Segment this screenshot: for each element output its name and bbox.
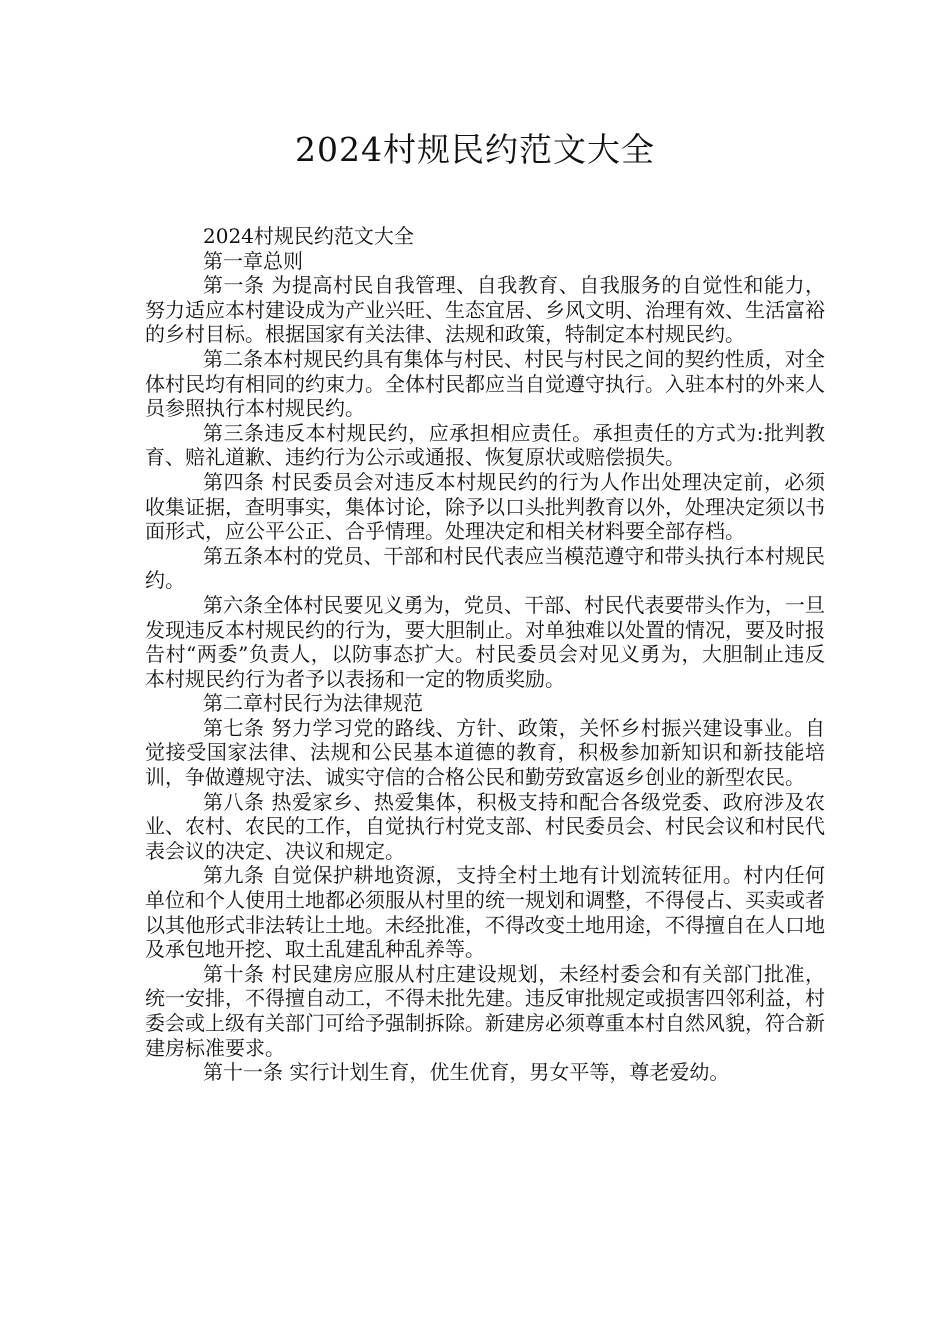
chapter-heading: 第一章总则 xyxy=(203,248,303,273)
article-paragraph: 第八条 热爱家乡、热爱集体，积极支持和配合各级党委、政府涉及农业、农村、农民的工作，自觉执行村党支部、村民委员会、村民会议和村民代表会议的决定、决议和规定。 xyxy=(145,789,825,863)
article-paragraph: 第六条全体村民要见义勇为，党员、干部、村民代表要带头作为，一旦发现违反本村规民约的行为，要大胆制止。对单独难以处置的情况，要及时报告村“两委”负责人，以防事态扩大。村民委员会对见义勇为，大胆制止违反本村规民约行为者予以表扬和一定的物质奖励。 xyxy=(145,592,825,691)
article-paragraph: 第二条本村规民约具有集体与村民、村民与村民之间的契约性质，对全体村民均有相同的约束力。全体村民都应当自觉遵守执行。入驻本村的外来人员参照执行本村规民约。 xyxy=(145,346,825,421)
article-paragraph: 第五条本村的党员、干部和村民代表应当模范遵守和带头执行本村规民约。 xyxy=(145,543,825,593)
article-paragraph: 第四条 村民委员会对违反本村规民约的行为人作出处理决定前，必须收集证据，查明事实，集体讨论，除予以口头批判教育以外，处理决定须以书面形式，应公平公正、合乎情理。处理决定和相关材料要全部存档。 xyxy=(145,469,825,544)
document-body xyxy=(145,224,825,1085)
document-title: 2024村规民约范文大全 xyxy=(295,130,655,169)
paragraph-heading: 2024村规民约范文大全 xyxy=(203,224,414,248)
article-paragraph: 第十条 村民建房应服从村庄建设规划，未经村委会和有关部门批准，统一安排，不得擅自动工，不得未批先建。违反审批规定或损害四邻利益，村委会或上级有关部门可给予强制拆除。新建房必须尊重本村自然风貌，符合新建房标准要求。 xyxy=(145,961,825,1060)
article-paragraph: 第一条 为提高村民自我管理、自我教育、自我服务的自觉性和能力，努力适应本村建设成为产业兴旺、生态宜居、乡风文明、治理有效、生活富裕的乡村目标。根据国家有关法律、法规和政策，特制定本村规民约。 xyxy=(145,273,825,347)
article-paragraph: 第七条 努力学习党的路线、方针、政策，关怀乡村振兴建设事业。自觉接受国家法律、法规和公民基本道德的教育，积极参加新知识和新技能培训，争做遵规守法、诚实守信的合格公民和勤劳致富返乡创业的新型农民。 xyxy=(145,715,825,790)
article-paragraph: 第三条违反本村规民约，应承担相应责任。承担责任的方式为:批判教育、赔礼道歉、违约行为公示或通报、恢复原状或赔偿损失。 xyxy=(145,420,825,470)
chapter-heading: 第二章村民行为法律规范 xyxy=(203,691,423,716)
article-paragraph: 第十一条 实行计划生育，优生优育，男女平等，尊老爱幼。 xyxy=(203,1060,730,1085)
article-paragraph: 第九条 自觉保护耕地资源，支持全村土地有计划流转征用。村内任何单位和个人使用土地都必须服从村里的统一规划和调整，不得侵占、买卖或者以其他形式非法转让土地。未经批准，不得改变土地用途，不得擅自在人口地及承包地开挖、取土乱建乱种乱养等。 xyxy=(145,863,825,962)
